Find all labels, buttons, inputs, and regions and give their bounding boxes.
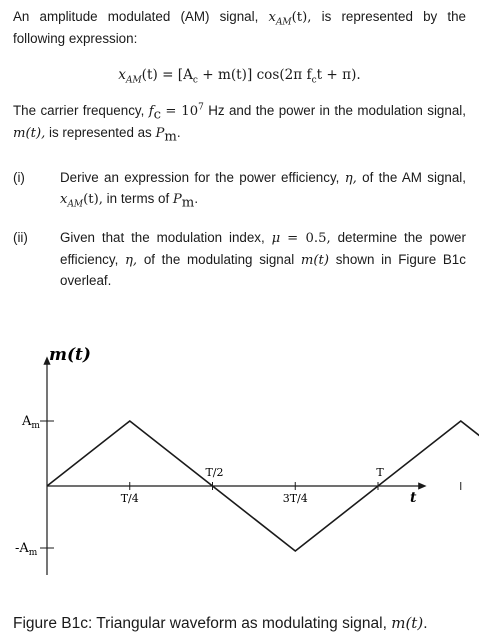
- y-axis-label: m(t): [49, 345, 91, 365]
- x-tick-label: T: [376, 466, 384, 479]
- item-label-i: (i): [13, 170, 25, 185]
- item-i-line-1: Derive an expression for the power efficiency, η, of the AM signal,: [60, 170, 466, 186]
- item-label-ii: (ii): [13, 230, 28, 245]
- pm-symbol: $P_m$: [155, 126, 177, 145]
- am-equation: $x_{AM}(t) = [A_c + m(t)]$ cos(2π $f_ct + \pi$).: [118, 67, 361, 86]
- intro-line-2: following expression:: [13, 31, 138, 46]
- intro-text: An amplitude modulated (AM) signal,: [13, 9, 259, 24]
- x-tick-label: T/2: [205, 466, 224, 479]
- intro-tail: is represented by the: [321, 9, 466, 24]
- amp-neg-label: $-A_m$: [15, 541, 38, 558]
- carrier-line-1: The carrier frequency, $f_c = 10^7$ Hz and the power in the modulation signal,: [13, 102, 466, 123]
- item-ii-line-2: efficiency, η, of the modulating signal m(t) shown in Figure B1c: [60, 252, 466, 268]
- figure-caption: Figure B1c: Triangular waveform as modulating signal, m(t).: [13, 614, 428, 632]
- item-i-line-2: $x_{AM}(t)$, in terms of $P_m$.: [60, 191, 199, 211]
- item-ii-line-3: overleaf.: [60, 273, 112, 288]
- carrier-line-2: m(t), is represented as $P_m$.: [13, 125, 181, 145]
- x-tick-label: 3T/4: [282, 492, 308, 505]
- x-tick-label: T/4: [120, 492, 139, 505]
- fc-symbol: $f_c$: [148, 104, 161, 123]
- item-ii-line-1: Given that the modulation index, μ = 0.5, determine the power: [60, 230, 466, 246]
- x-axis-label: t: [410, 490, 417, 506]
- amp-pos-label: $A_m$: [22, 414, 40, 431]
- signal-symbol: $x_{AM}$: [268, 10, 292, 28]
- signal-argument: (t),: [291, 10, 312, 25]
